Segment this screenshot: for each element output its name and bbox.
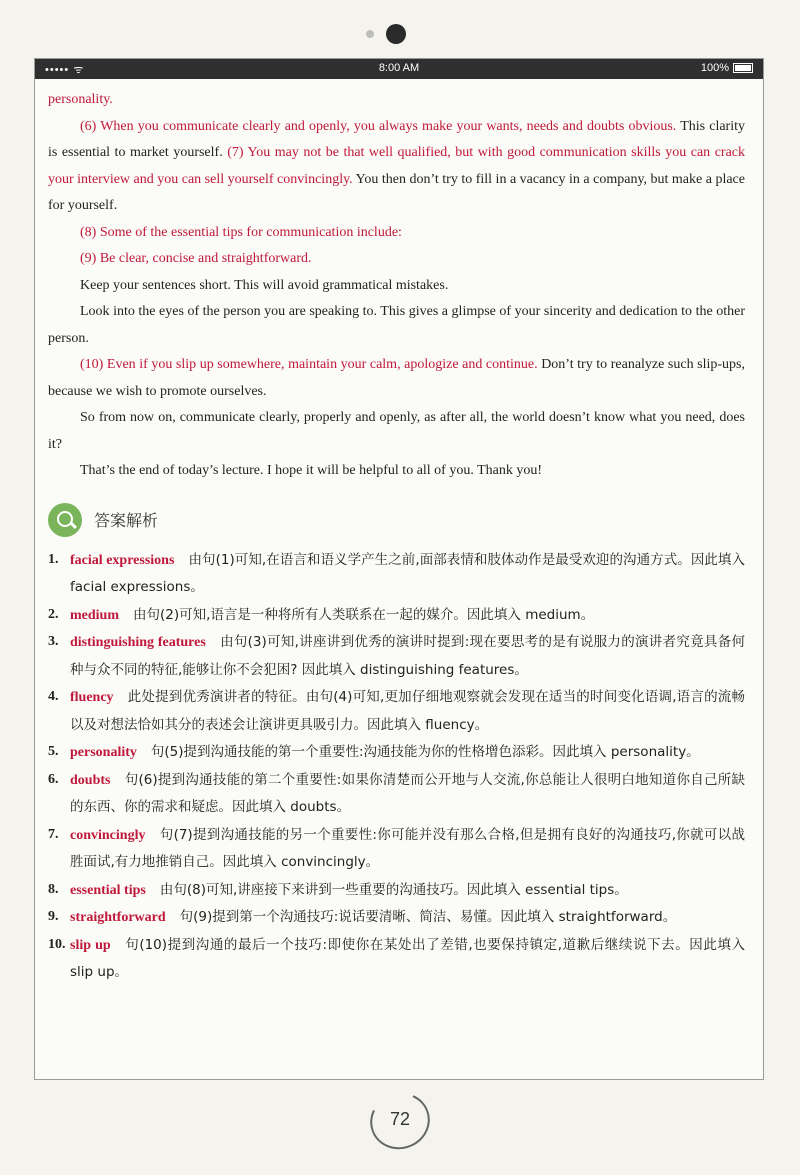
- answer-body: [70, 629, 745, 684]
- passage-paragraph: [48, 352, 745, 405]
- answer-body: [70, 877, 745, 905]
- answer-number: 2.: [48, 606, 59, 622]
- answer-item: [48, 684, 745, 739]
- answer-item: [48, 767, 745, 822]
- answer-explanation: 句(10)提到沟通的最后一个技巧:即使你在某处出了差错,也要保持镇定,道歉后继续说下去。因此填入 slip up。: [70, 936, 745, 980]
- highlighted-sentence: (7) You may not be that well qualified, but with good communication skills you can crack your interview and you can sell yourself convincingly.: [48, 145, 745, 187]
- passage-paragraph: [48, 220, 745, 247]
- answer-number: 1.: [48, 551, 59, 567]
- answer-explanation: 此处提到优秀演讲者的特征。由句(4)可知,更加仔细地观察就会发现在适当的时间变化语调,语言的流畅以及对想法恰如其分的表述会让演讲更具吸引力。因此填入 fluency。: [70, 689, 745, 733]
- answer-key: distinguishing features: [70, 635, 206, 650]
- clock: 8:00 AM: [378, 62, 420, 74]
- answer-body: [70, 547, 745, 602]
- answer-number: 5.: [48, 744, 59, 759]
- answer-body: [70, 767, 745, 822]
- answer-explanation: 句(7)提到沟通技能的另一个重要性:你可能并没有那么合格,但是拥有良好的沟通技巧,你就可以战胜面试,有力地推销自己。因此填入 convincingly。: [70, 826, 745, 870]
- answer-item: [48, 739, 745, 767]
- answer-explanation: 由句(3)可知,讲座讲到优秀的演讲时提到:现在要思考的是有说服力的演讲者究竟具备何种与众不同的特征,能够让你不会犯困? 因此填入 distinguishing features。: [70, 634, 746, 678]
- highlighted-sentence: (8) Some of the essential tips for communication include:: [80, 224, 402, 240]
- highlighted-sentence: (9) Be clear, concise and straightforward.: [80, 251, 312, 266]
- page-number-badge: [370, 1093, 430, 1147]
- answer-item: [48, 932, 745, 987]
- answer-key: convincingly: [70, 827, 146, 843]
- page-number: 72: [389, 1109, 411, 1129]
- section-title: 答案解析: [94, 511, 159, 530]
- page-content: [48, 87, 745, 987]
- passage-paragraph: [48, 299, 745, 352]
- answer-number: 10.: [48, 936, 66, 952]
- passage-paragraph: [48, 246, 745, 273]
- highlighted-sentence: (6) When you communicate clearly and openly, you always make your wants, needs and doubts obvious.: [80, 118, 677, 134]
- answer-number: 8.: [48, 881, 59, 897]
- passage-text: Keep your sentences short. This will avoid grammatical mistakes.: [80, 277, 449, 293]
- status-bar: [35, 59, 763, 79]
- answer-body: [70, 602, 745, 630]
- battery-percent: 100%: [700, 62, 729, 74]
- answer-number: 3.: [48, 634, 59, 649]
- answer-item: [48, 904, 745, 932]
- answer-key: fluency: [70, 690, 114, 705]
- answer-body: [70, 822, 745, 877]
- passage-paragraph: [48, 114, 745, 220]
- answer-key: facial expressions: [70, 552, 175, 568]
- answer-number: 7.: [48, 826, 59, 842]
- answer-explanation: 由句(1)可知,在语言和语义学产生之前,面部表情和肢体动作是最受欢迎的沟通方式。因此填入 facial expressions。: [70, 551, 745, 595]
- battery-indicator: [701, 62, 753, 74]
- answer-key: essential tips: [70, 882, 146, 898]
- answer-number: 4.: [48, 689, 59, 704]
- answer-body: [70, 684, 745, 739]
- answer-key: straightforward: [70, 910, 166, 925]
- answer-key: doubts: [70, 772, 111, 788]
- camera-dot: [386, 24, 406, 44]
- passage-paragraph: [48, 87, 745, 114]
- highlighted-sentence: personality.: [48, 92, 113, 107]
- wifi-icon: ᯤ: [73, 64, 85, 76]
- passage-paragraph: [48, 405, 745, 458]
- passage-text: That’s the end of today’s lecture. I hope it will be helpful to all of you. Thank you!: [80, 463, 543, 478]
- highlighted-sentence: (10) Even if you slip up somewhere, maintain your calm, apologize and continue.: [80, 357, 538, 372]
- signal-dots: •••••: [45, 64, 70, 76]
- answer-section-header: [48, 503, 745, 537]
- answer-list: [48, 547, 745, 987]
- sensor-dot: [366, 30, 374, 38]
- answer-explanation: 由句(8)可知,讲座接下来讲到一些重要的沟通技巧。因此填入 essential tips。: [159, 881, 628, 898]
- camera-dots: [366, 24, 426, 48]
- answer-item: [48, 629, 745, 684]
- answer-explanation: 由句(2)可知,语言是一种将所有人类联系在一起的媒介。因此填入 medium。: [133, 606, 595, 623]
- answer-item: [48, 877, 745, 905]
- passage-text: You then don’t try to fill in a vacancy in a company, but make a place for yourself.: [48, 171, 745, 213]
- magnifier-icon: [48, 503, 82, 537]
- passage-text: Look into the eyes of the person you are speaking to. This gives a glimpse of your sincerity and dedication to the other person.: [48, 304, 745, 346]
- passage-paragraph: [48, 458, 745, 485]
- answer-body: [70, 739, 745, 767]
- answer-body: [70, 904, 745, 932]
- passage-text: So from now on, communicate clearly, properly and openly, as after all, the world doesn’t know what you need, does it?: [48, 410, 745, 452]
- answer-number: 6.: [48, 771, 59, 787]
- answer-item: [48, 822, 745, 877]
- passage-text: This clarity is essential to market yourself.: [48, 118, 745, 160]
- tablet-screen: [34, 58, 764, 1080]
- passage-paragraph: [48, 273, 745, 300]
- battery-icon: [733, 63, 753, 73]
- answer-key: medium: [70, 607, 119, 623]
- answer-item: [48, 547, 745, 602]
- answer-explanation: 句(5)提到沟通技能的第一个重要性:沟通技能为你的性格增色添彩。因此填入 personality。: [150, 744, 700, 760]
- passage: [48, 87, 745, 485]
- answer-number: 9.: [48, 909, 59, 924]
- answer-explanation: 句(6)提到沟通技能的第二个重要性:如果你清楚而公开地与人交流,你总能让人很明白地知道你自己所缺的东西、你的需求和疑虑。因此填入 doubts。: [70, 771, 745, 815]
- answer-body: [70, 932, 745, 987]
- answer-key: slip up: [70, 937, 111, 953]
- passage-text: Don’t try to reanalyze such slip-ups, because we wish to promote ourselves.: [48, 357, 745, 399]
- answer-explanation: 句(9)提到第一个沟通技巧:说话要清晰、简洁、易懂。因此填入 straightforward。: [179, 909, 677, 925]
- answer-key: personality: [70, 745, 137, 760]
- answer-item: [48, 602, 745, 630]
